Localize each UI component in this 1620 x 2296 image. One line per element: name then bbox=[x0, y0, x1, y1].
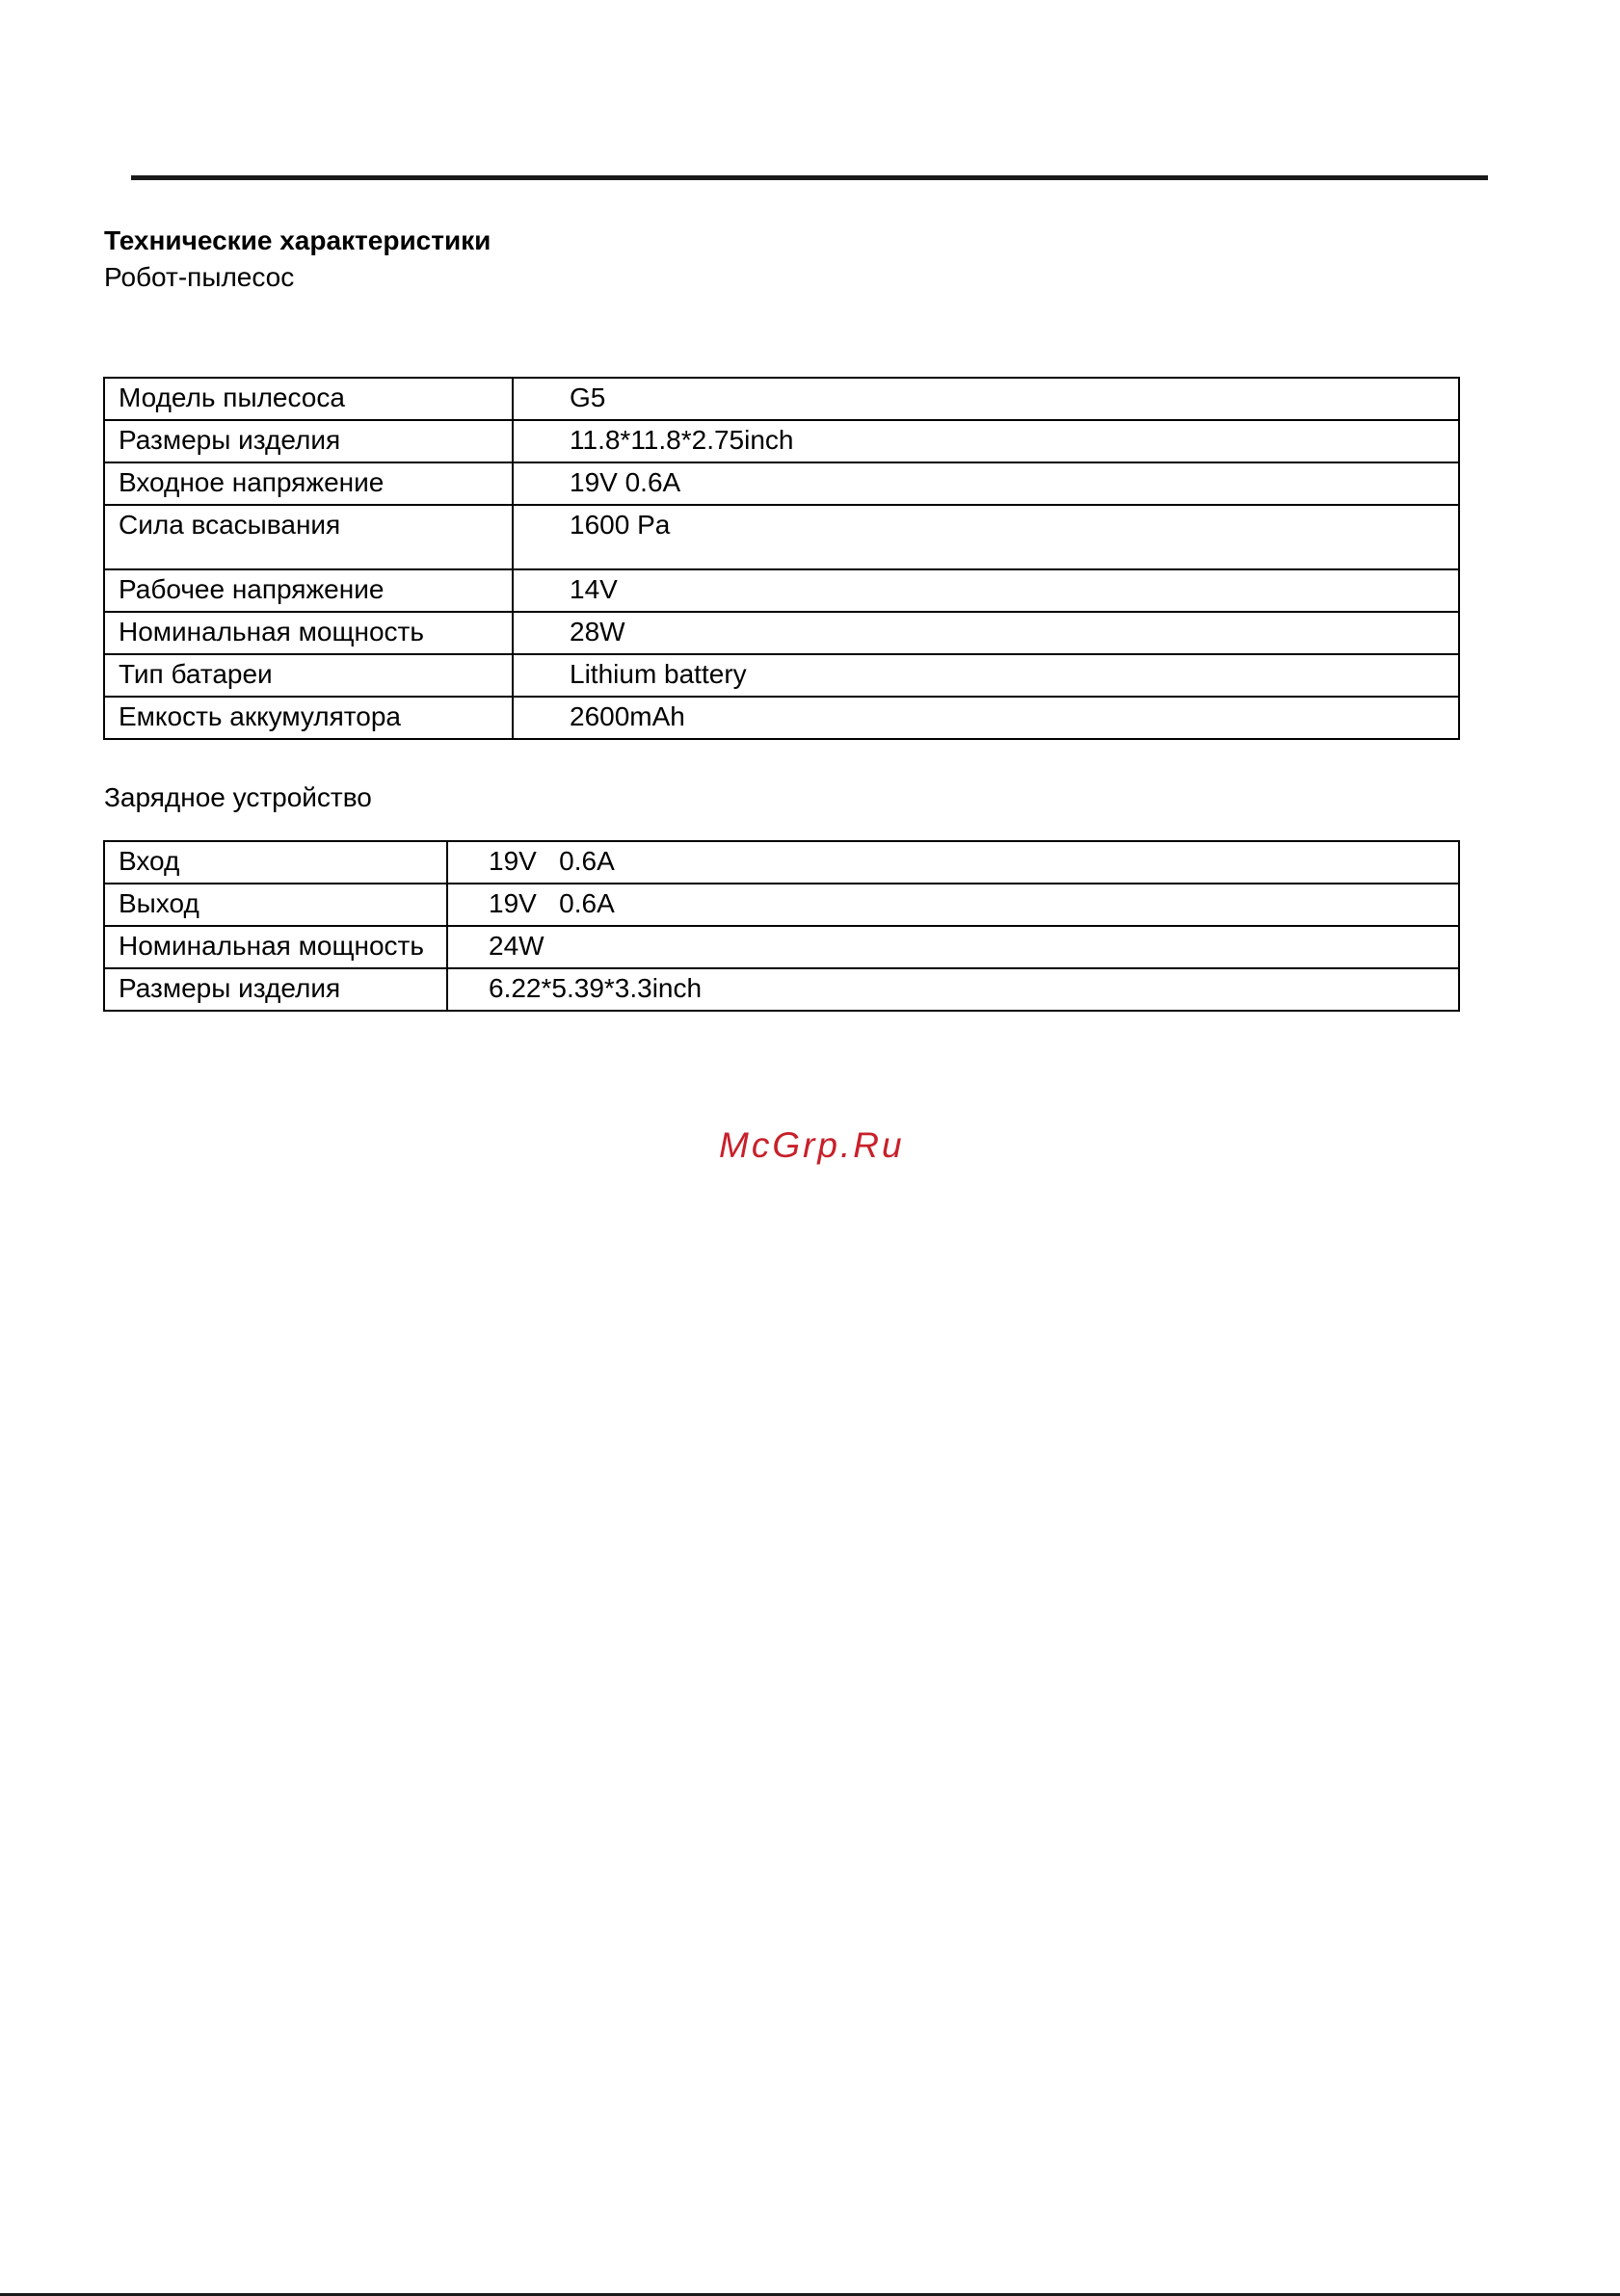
table-row bbox=[104, 462, 1459, 505]
spec-value: 24W bbox=[447, 926, 1459, 968]
spec-label: Номинальная мощность bbox=[104, 612, 513, 654]
spec-value: Lithium battery bbox=[513, 654, 1459, 697]
spec-value: 28W bbox=[513, 612, 1459, 654]
page-title: Технические характеристики bbox=[104, 225, 491, 255]
spec-label: Модель пылесоса bbox=[104, 378, 513, 420]
spec-value: 1600 Pa bbox=[513, 505, 1459, 569]
table-row bbox=[104, 505, 1459, 569]
spec-label: Размеры изделия bbox=[104, 420, 513, 462]
spec-value: G5 bbox=[513, 378, 1459, 420]
spec-label: Входное напряжение bbox=[104, 462, 513, 505]
table-row bbox=[104, 612, 1459, 654]
table-row bbox=[104, 378, 1459, 420]
vacuum-spec-table bbox=[103, 377, 1460, 740]
charger-section-title: Зарядное устройство bbox=[104, 782, 372, 812]
spec-label: Вход bbox=[104, 841, 447, 884]
table-row bbox=[104, 697, 1459, 739]
spec-label: Размеры изделия bbox=[104, 968, 447, 1011]
table-row bbox=[104, 841, 1459, 884]
table-row bbox=[104, 926, 1459, 968]
spec-label: Емкость аккумулятора bbox=[104, 697, 513, 739]
table-row bbox=[104, 569, 1459, 612]
spec-value: 19V 0.6A bbox=[447, 841, 1459, 884]
spec-value: 19V 0.6A bbox=[513, 462, 1459, 505]
product-subtitle: Робот-пылесос bbox=[104, 262, 295, 292]
spec-label: Рабочее напряжение bbox=[104, 569, 513, 612]
table-row bbox=[104, 968, 1459, 1011]
table-row bbox=[104, 420, 1459, 462]
spec-label: Выход bbox=[104, 884, 447, 926]
charger-spec-table bbox=[103, 840, 1460, 1012]
table-row bbox=[104, 884, 1459, 926]
spec-value: 11.8*11.8*2.75inch bbox=[513, 420, 1459, 462]
spec-label: Тип батареи bbox=[104, 654, 513, 697]
watermark-text: McGrp.Ru bbox=[719, 1125, 905, 1165]
header-rule bbox=[131, 175, 1488, 180]
table-row bbox=[104, 654, 1459, 697]
spec-label: Сила всасывания bbox=[104, 505, 513, 569]
spec-label: Номинальная мощность bbox=[104, 926, 447, 968]
spec-value: 2600mAh bbox=[513, 697, 1459, 739]
spec-value: 6.22*5.39*3.3inch bbox=[447, 968, 1459, 1011]
spec-value: 14V bbox=[513, 569, 1459, 612]
spec-value: 19V 0.6A bbox=[447, 884, 1459, 926]
